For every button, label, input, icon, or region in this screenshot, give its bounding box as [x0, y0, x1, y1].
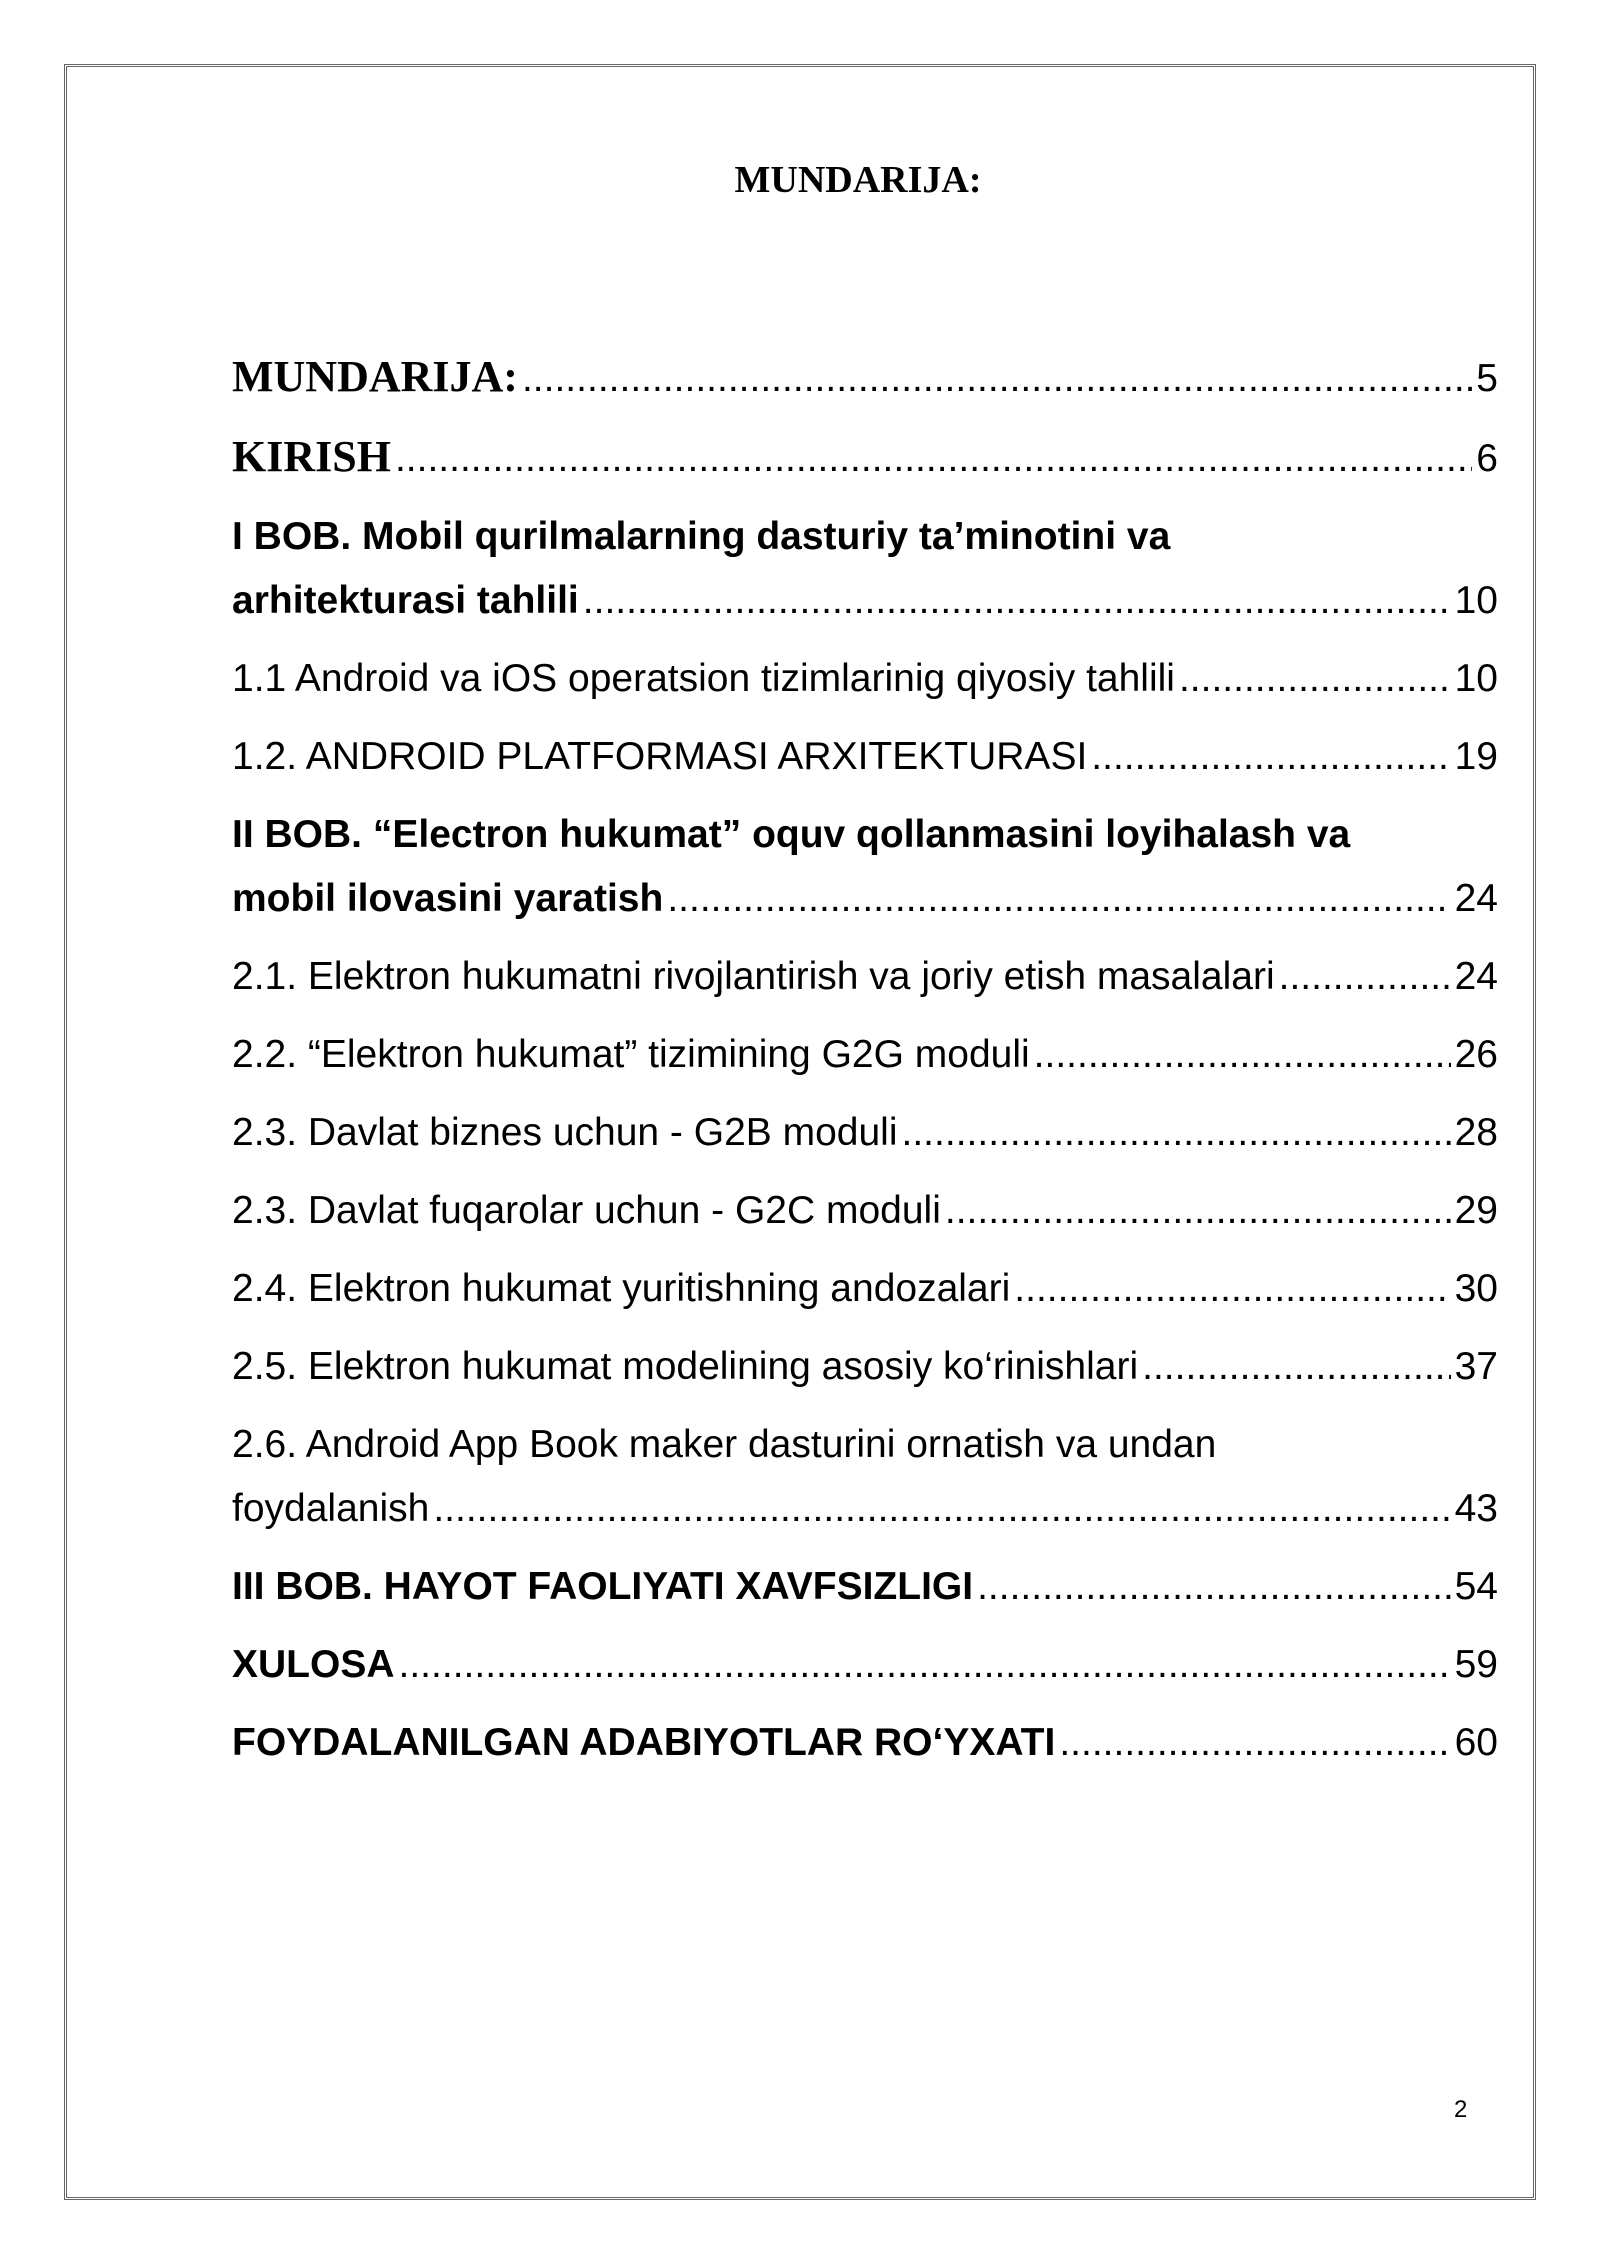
toc-entry-page: 6 [1476, 437, 1498, 480]
toc-entry-1-2[interactable] [232, 725, 1498, 789]
dot-leader [395, 427, 1472, 491]
toc-entry-label: mobil ilovasini yaratish [232, 877, 664, 920]
toc-entry-label: III BOB. HAYOT FAOLIYATI XAVFSIZLIGI [232, 1565, 974, 1608]
toc-entry-label: 2.3. Davlat biznes uchun - G2B moduli [232, 1111, 898, 1154]
toc-entry-page: 59 [1454, 1643, 1498, 1686]
toc-entry-label: XULOSA [232, 1643, 395, 1686]
toc-entry-chapter-3[interactable] [232, 1555, 1498, 1619]
dot-leader [1142, 1335, 1451, 1399]
toc-entry-page: 5 [1476, 357, 1498, 400]
toc-entry-label: 2.1. Elektron hukumatni rivojlantirish va joriy etish masalalari [232, 955, 1275, 998]
toc-entry-label: FOYDALANILGAN ADABIYOTLAR RO‘YXATI [232, 1721, 1056, 1764]
toc-entry-page: 43 [1454, 1487, 1498, 1530]
toc-entry-page: 60 [1454, 1721, 1498, 1764]
toc-entry-2-1[interactable] [232, 945, 1498, 1009]
toc-entry-label-line1: II BOB. “Electron hukumat” oquv qollanmasini loyihalash va [232, 813, 1351, 856]
dot-leader [1059, 1711, 1450, 1775]
toc-entry-label-line1: I BOB. Mobil qurilmalarning dasturiy ta’minotini va [232, 515, 1171, 558]
toc-entry-references[interactable] [232, 1711, 1498, 1775]
toc-entry-chapter-2[interactable] [232, 803, 1498, 931]
dot-leader [583, 569, 1451, 633]
toc-entry-label: 2.4. Elektron hukumat yuritishning andozalari [232, 1267, 1011, 1310]
toc-entry-label: 2.5. Elektron hukumat modelining asosiy ko‘rinishlari [232, 1345, 1139, 1388]
toc-entry-page: 30 [1454, 1267, 1498, 1310]
toc-entry-label: 2.2. “Elektron hukumat” tizimining G2G moduli [232, 1033, 1030, 1076]
dot-leader [1034, 1023, 1451, 1087]
dot-leader [433, 1477, 1450, 1541]
toc-entry-page: 54 [1454, 1565, 1498, 1608]
dot-leader [902, 1101, 1451, 1165]
dot-leader [945, 1179, 1451, 1243]
toc-entry-2-2[interactable] [232, 1023, 1498, 1087]
toc-entry-2-5[interactable] [232, 1335, 1498, 1399]
dot-leader [977, 1555, 1451, 1619]
toc-entry-1-1[interactable] [232, 647, 1498, 711]
dot-leader [399, 1633, 1451, 1697]
page-title: MUNDARIJA: [734, 159, 982, 201]
toc-entry-label: foydalanish [232, 1487, 430, 1530]
dot-leader [1279, 945, 1451, 1009]
toc-entry-xulosa[interactable] [232, 1633, 1498, 1697]
toc-entry-kirish[interactable] [232, 425, 1498, 491]
toc-entry-label: 1.1 Android va iOS operatsion tizimlarinig qiyosiy tahlili [232, 657, 1175, 700]
toc-entry-page: 24 [1454, 877, 1498, 920]
toc-entry-2-4[interactable] [232, 1257, 1498, 1321]
toc-entry-label: MUNDARIJA: [232, 352, 518, 401]
dot-leader [667, 867, 1450, 931]
toc-entry-label: arhitekturasi tahlili [232, 579, 579, 622]
toc-entry-label: 2.3. Davlat fuqarolar uchun - G2C moduli [232, 1189, 941, 1232]
dot-leader [1179, 647, 1451, 711]
toc-entry-label: KIRISH [232, 432, 391, 481]
toc-entry-chapter-1[interactable] [232, 505, 1498, 633]
dot-leader [1014, 1257, 1450, 1321]
toc-entry-mundarija[interactable] [232, 345, 1498, 411]
toc-entry-page: 10 [1454, 657, 1498, 700]
dot-leader [522, 347, 1472, 411]
toc-entry-label: 1.2. ANDROID PLATFORMASI ARXITEKTURASI [232, 735, 1088, 778]
toc-entry-2-3-g2b[interactable] [232, 1101, 1498, 1165]
toc-entry-page: 29 [1454, 1189, 1498, 1232]
toc-entry-page: 24 [1454, 955, 1498, 998]
toc-entry-label-line1: 2.6. Android App Book maker dasturini ornatish va undan [232, 1423, 1217, 1466]
toc-entry-page: 10 [1454, 579, 1498, 622]
toc-entry-page: 37 [1454, 1345, 1498, 1388]
page-number: 2 [1454, 2096, 1468, 2123]
dot-leader [1091, 725, 1450, 789]
table-of-contents [232, 345, 1498, 1789]
toc-entry-page: 19 [1454, 735, 1498, 778]
toc-entry-page: 28 [1454, 1111, 1498, 1154]
toc-entry-page: 26 [1454, 1033, 1498, 1076]
toc-entry-2-6[interactable] [232, 1413, 1498, 1541]
toc-entry-2-3-g2c[interactable] [232, 1179, 1498, 1243]
